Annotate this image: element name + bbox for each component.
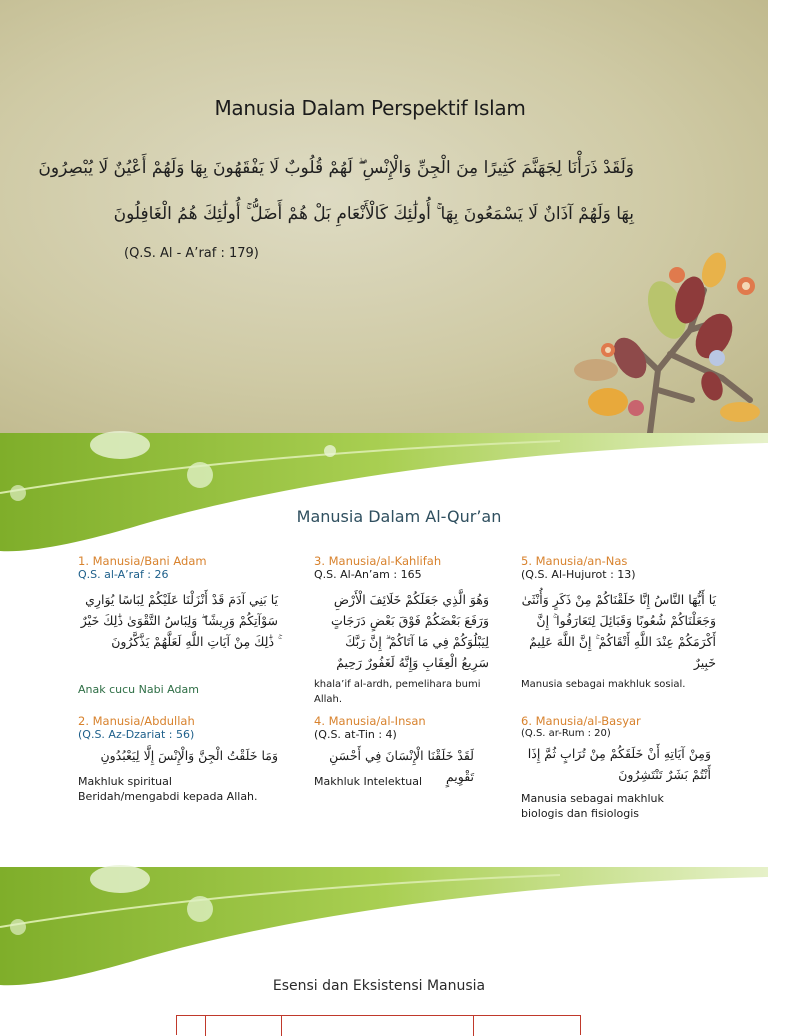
item-category: 1. Manusia/Bani Adam xyxy=(78,554,207,568)
verse-line-1: وَلَقَدْ ذَرَأْنَا لِجَهَنَّمَ كَثِيرًا مِنَ الْجِنِّ وَالْإِنْسِ ۖ لَهُمْ قُلُوبٌ لَا يَفْقَهُونَ بِهَا وَلَهُمْ أَعْيُنٌ لَا يُبْصِرُونَ xyxy=(38,158,634,178)
item-verse: وَمَا خَلَقْتُ الْجِنَّ وَالْإِنْسَ إِلَّا لِيَعْبُدُونِ xyxy=(100,748,278,763)
item-reference: (Q.S. Az-Dzariat : 56) xyxy=(78,728,195,741)
slide2-title: Manusia Dalam Al-Qur’an xyxy=(296,507,502,526)
item-description-line-2: biologis dan fisiologis xyxy=(521,807,640,820)
item-verse: وَمِنْ آيَاتِهِ أَنْ خَلَقَكُمْ مِنْ تُرَابٍ ثُمَّ إِذَا أَنْتُمْ بَشَرٌ تَنْتَشِرُونَ xyxy=(527,746,711,782)
verse-line-2: بِهَا وَلَهُمْ آذَانٌ لَا يَسْمَعُونَ بِهَا ۚ أُولَٰئِكَ كَالْأَنْعَامِ بَلْ هُمْ أَضَلُّ ۚ أُولَٰئِكَ هُمُ الْغَافِلُونَ xyxy=(113,204,634,224)
slide3-title: Esensi dan Eksistensi Manusia xyxy=(272,978,486,994)
table-header-row xyxy=(176,1015,581,1035)
item-verse: يَا أَيُّهَا النَّاسُ إِنَّا خَلَقْنَاكُمْ مِنْ ذَكَرٍ وَأُنْثَىٰ وَجَعَلْنَاكُمْ شُعُوبًا وَقَبَائِلَ لِتَعَارَفُوا ۚ إِنَّ أَكْرَمَكُمْ عِنْدَ اللَّهِ أَتْقَاكُمْ ۚ إِنَّ اللَّهَ عَلِيمٌ خَبِيرٌ xyxy=(521,592,716,670)
item-description-line-2: Beridah/mengabdi kepada Allah. xyxy=(78,790,258,803)
item-reference: Q.S. Al-An’am : 165 xyxy=(314,568,422,581)
item-description: Makhluk Intelektual xyxy=(314,775,423,788)
item-reference: (Q.S. ar-Rum : 20) xyxy=(521,728,611,739)
slide-perspektif-islam xyxy=(0,0,768,433)
table-divider xyxy=(205,1016,206,1036)
item-category: 6. Manusia/al-Basyar xyxy=(521,714,641,728)
item-category: 5. Manusia/an-Nas xyxy=(521,554,628,568)
decorative-tree-icon xyxy=(572,250,768,433)
leaf-banner-icon xyxy=(0,433,768,553)
table-divider xyxy=(473,1016,474,1036)
item-description-line-1: Makhluk spiritual xyxy=(78,775,172,788)
item-category: 3. Manusia/al-Kahlifah xyxy=(314,554,442,568)
slide-esensi-eksistensi xyxy=(0,867,768,1024)
item-reference: (Q.S. Al-Hujurot : 13) xyxy=(521,568,636,581)
item-category: 2. Manusia/Abdullah xyxy=(78,714,195,728)
item-description-line-1: Manusia sebagai makhluk xyxy=(521,792,664,805)
item-al-kahlifah xyxy=(314,554,489,707)
item-reference: (Q.S. at-Tin : 4) xyxy=(314,728,397,741)
item-verse: يَا بَنِي آدَمَ قَدْ أَنْزَلْنَا عَلَيْكُمْ لِبَاسًا يُوَارِي سَوْآتِكُمْ وَرِيشًا ۖ وَلِبَاسُ التَّقْوَىٰ ذَٰلِكَ خَيْرٌ ۚ ذَٰلِكَ مِنْ آيَاتِ اللَّهِ لَعَلَّهُمْ يَذَّكَّرُونَ xyxy=(80,592,278,649)
table-divider xyxy=(281,1016,282,1036)
leaf-banner-icon xyxy=(0,867,768,987)
item-al-insan xyxy=(314,714,474,789)
item-verse: وَهُوَ الَّذِي جَعَلَكُمْ خَلَائِفَ الْأَرْضِ وَرَفَعَ بَعْضَكُمْ فَوْقَ بَعْضٍ دَرَجَاتٍ لِيَبْلُوَكُمْ فِي مَا آتَاكُمْ ۗ إِنَّ رَبَّكَ سَرِيعُ الْعِقَابِ وَإِنَّهُ لَغَفُورٌ رَحِيمٌ xyxy=(330,592,489,670)
item-description: khala’if al-ardh, pemelihara bumi Allah. xyxy=(314,679,481,705)
item-description: Anak cucu Nabi Adam xyxy=(78,683,199,696)
item-an-nas xyxy=(521,554,716,692)
item-abdullah xyxy=(78,714,278,804)
item-verse: لَقَدْ خَلَقْنَا الْإِنْسَانَ فِي أَحْسَنِ تَقْوِيمٍ xyxy=(329,748,474,784)
verse-reference: (Q.S. Al - A’raf : 179) xyxy=(124,246,259,261)
item-al-basyar xyxy=(521,714,711,821)
item-reference: Q.S. al-A’raf : 26 xyxy=(78,568,169,581)
item-bani-adam xyxy=(78,554,278,697)
slide1-title: Manusia Dalam Perspektif Islam xyxy=(214,96,526,120)
slide-manusia-dalam-alquran xyxy=(0,433,768,867)
item-description: Manusia sebagai makhluk sosial. xyxy=(521,679,686,690)
item-category: 4. Manusia/al-Insan xyxy=(314,714,426,728)
